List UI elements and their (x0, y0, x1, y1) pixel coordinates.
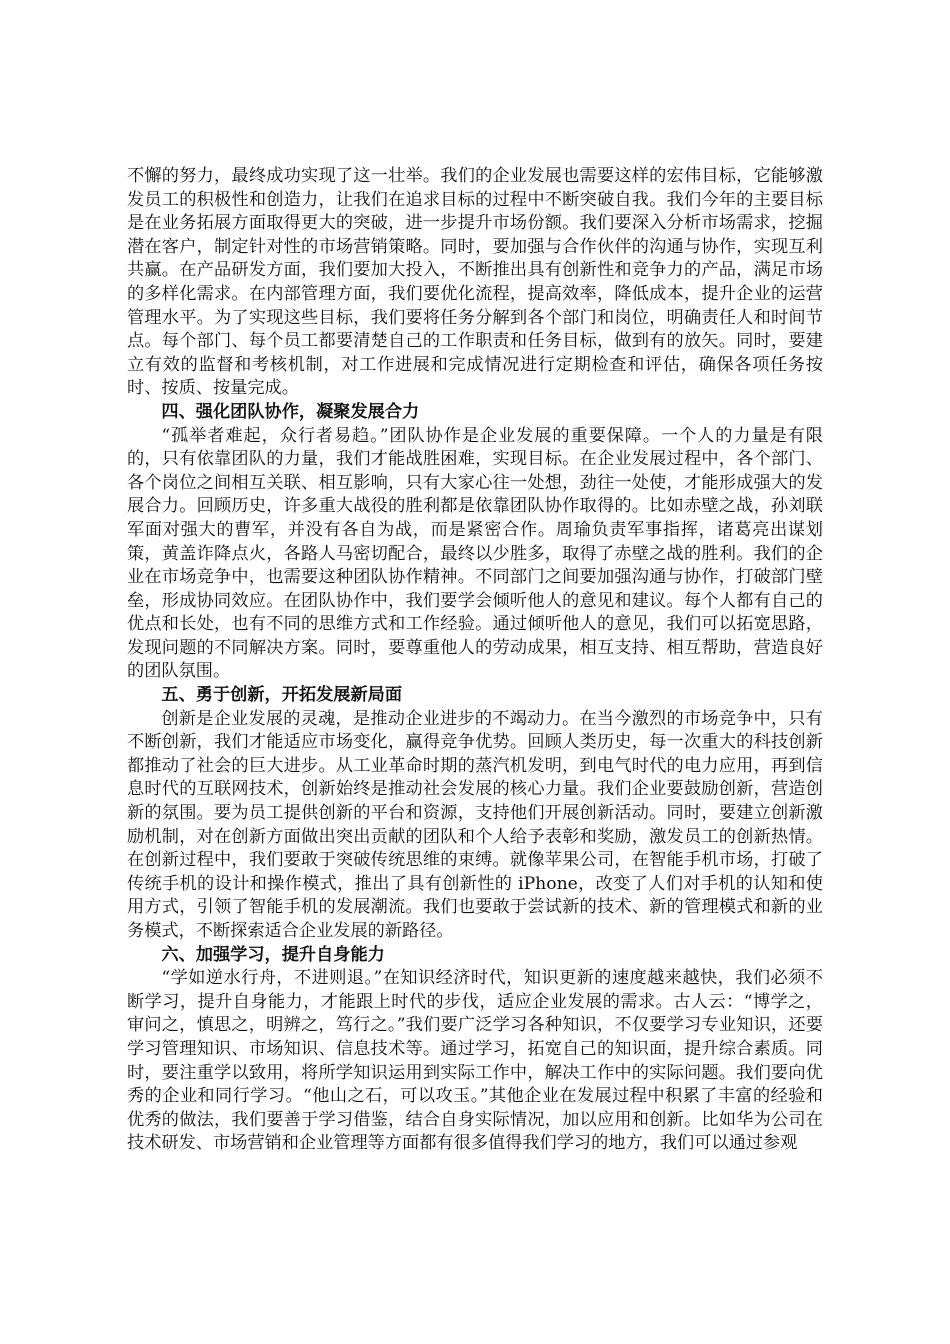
paragraph-teamwork: “孤举者难起，众行者易趋。”团队协作是企业发展的重要保障。一个人的力量是有限的，只有依靠团队的力量，我们才能战胜困难，实现目标。在企业发展过程中，各个部门、各个岗位之间相互关联、相互影响，只有大家心往一处想，劲往一处使，才能形成强大的发展合力。回顾历史，许多重大战役的胜利都是依靠团队协作取得的。比如赤壁之战，孙刘联军面对强大的曹军，并没有各自为战，而是紧密合作。周瑜负责军事指挥，诸葛亮出谋划策，黄盖诈降点火，各路人马密切配合，最终以少胜多，取得了赤壁之战的胜利。我们的企业在市场竞争中，也需要这种团队协作精神。不同部门之间要加强沟通与协作，打破部门壁垒，形成协同效应。在团队协作中，我们要学会倾听他人的意见和建议。每个人都有自己的优点和长处，也有不同的思维方式和工作经验。通过倾听他人的意见，我们可以拓宽思路，发现问题的不同解决方案。同时，要尊重他人的劳动成果，相互支持、相互帮助，营造良好的团队氛围。 (127, 425, 823, 682)
paragraph-goals-continued: 不懈的努力，最终成功实现了这一壮举。我们的企业发展也需要这样的宏伟目标，它能够激发员工的积极性和创造力，让我们在追求目标的过程中不断突破自我。我们今年的主要目标是在业务拓展方面取得更大的突破，进一步提升市场份额。我们要深入分析市场需求，挖掘潜在客户，制定针对性的市场营销策略。同时，要加强与合作伙伴的沟通与协作，实现互利共赢。在产品研发方面，我们要加大投入，不断推出具有创新性和竞争力的产品，满足市场的多样化需求。在内部管理方面，我们要优化流程，提高效率，降低成本，提升企业的运营管理水平。为了实现这些目标，我们要将任务分解到各个部门和岗位，明确责任人和时间节点。每个部门、每个员工都要清楚自己的工作职责和任务目标，做到有的放矢。同时，要建立有效的监督和考核机制，对工作进展和完成情况进行定期检查和评估，确保各项任务按时、按质、按量完成。 (127, 166, 823, 399)
paragraph-learning: “学如逆水行舟，不进则退。”在知识经济时代，知识更新的速度越来越快，我们必须不断学习，提升自身能力，才能跟上时代的步伐，适应企业发展的需求。古人云：“博学之，审问之，慎思之，明辨之，笃行之。”我们要广泛学习各种知识，不仅要学习专业知识，还要学习管理知识、市场知识、信息技术等。通过学习，拓宽自己的知识面，提升综合素质。同时，要注重学以致用，将所学知识运用到实际工作中，解决工作中的实际问题。我们要向优秀的企业和同行学习。“他山之石，可以攻玉。”其他企业在发展过程中积累了丰富的经验和优秀的做法，我们要善于学习借鉴，结合自身实际情况，加以应用和创新。比如华为公司在技术研发、市场营销和企业管理等方面都有很多值得我们学习的地方，我们可以通过参观 (127, 968, 823, 1154)
section-heading-innovation: 五、勇于创新，开拓发展新局面 (161, 685, 403, 706)
section-heading-teamwork: 四、强化团队协作，凝聚发展合力 (161, 401, 420, 422)
paragraph-innovation: 创新是企业发展的灵魂，是推动企业进步的不竭动力。在当今激烈的市场竞争中，只有不断创新，我们才能适应市场变化，赢得竞争优势。回顾人类历史，每一次重大的科技创新都推动了社会的巨大进步。从工业革命时期的蒸汽机发明，到电气时代的电力应用，再到信息时代的互联网技术，创新始终是推动社会发展的核心力量。我们企业要鼓励创新，营造创新的氛围。要为员工提供创新的平台和资源，支持他们开展创新活动。同时，要建立创新激励机制，对在创新方面做出突出贡献的团队和个人给予表彰和奖励，激发员工的创新热情。在创新过程中，我们要敢于突破传统思维的束缚。就像苹果公司，在智能手机市场，打破了传统手机的设计和操作模式，推出了具有创新性的 iPhone，改变了人们对手机的认知和使用方式，引领了智能手机的发展潮流。我们也要敢于尝试新的技术、新的管理模式和新的业务模式，不断探索适合企业发展的新路径。 (127, 708, 823, 941)
section-heading-learning: 六、加强学习，提升自身能力 (161, 944, 385, 965)
document-body (127, 165, 823, 1156)
